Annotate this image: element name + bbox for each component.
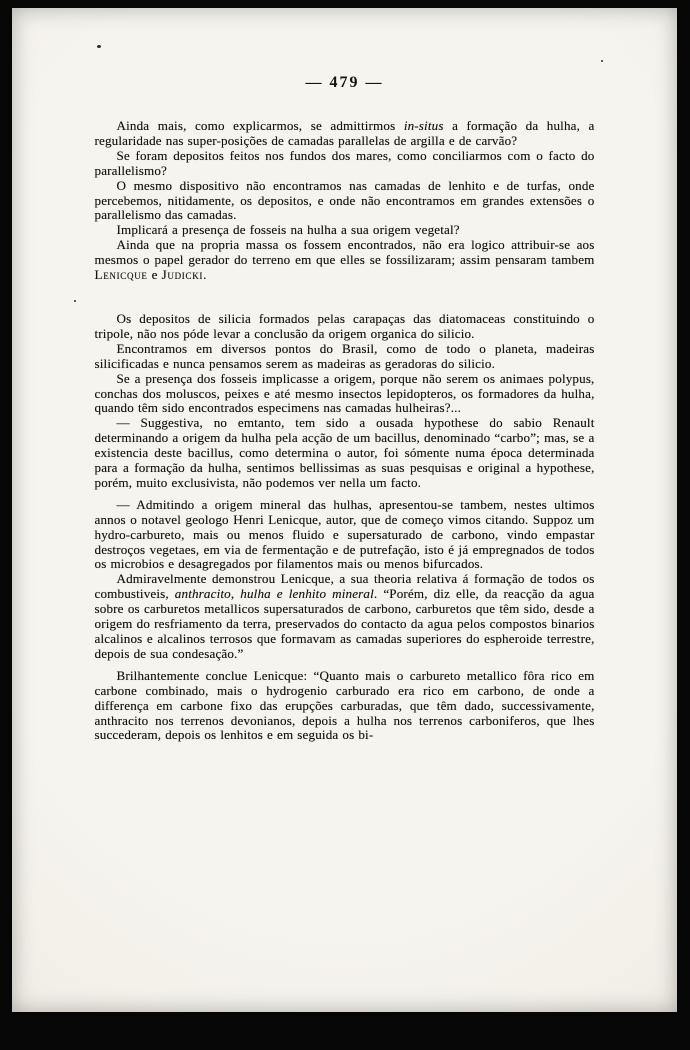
paragraph-segment: e	[147, 267, 162, 283]
text-block	[95, 119, 595, 743]
paragraph-segment: Se a presença dos fosseis implicasse a origem, porque não serem os animaes polypus, conchas dos moluscos, peixes e até mesmo insectos lepidopteros, os formadores da hulha, quando têm sido encontrados especimens nas camadas hulheiras?...	[94, 370, 595, 416]
document-page	[12, 8, 677, 1012]
page-number: — 479 —	[305, 74, 384, 91]
paragraph	[95, 179, 595, 224]
scan-speck	[74, 300, 76, 302]
paragraph	[95, 312, 595, 342]
paragraph-segment: Encontramos em diversos pontos do Brasil, como de todo o planeta, madeiras silicificadas e nunca pensamos serem as madeiras as geradoras do silicio.	[94, 340, 595, 371]
scan-speck	[601, 60, 603, 62]
paragraph-segment: Judicki	[161, 267, 204, 283]
paragraph	[95, 498, 595, 573]
paragraph-segment: . “Porém, diz elle, da reacção da agua sobre os carburetos metallicos supersaturados de carbono, carburetos que têm sido, desde a origem do resfriamento da terra, preservados do contacto da agua pelos compostos binarios alcalinos e alcalinos terrosos que formavam as camadas superiores do espheroide terrestre, depois de sua condesação.”	[94, 586, 595, 661]
scan-speck	[97, 45, 101, 48]
paragraph-segment: Admiravelmente demonstrou Lenicque, a sua theoria relativa á formação de todos os combustiveis,	[94, 571, 595, 602]
paragraph-segment: hulha e lenhito mineral	[240, 586, 374, 602]
paragraph-segment: — Suggestiva, no emtanto, tem sido a ousada hypothese do sabio Renault determinando a origem da hulha pela acção de um bacillus, denominado “carbo”; mas, se a existencia deste bacillus, como determina o autor, foi sómente numa época determinada para a formação da hulha, sentimos bellissimas as suas pesquisas e original a hypothese, porém, muito exclusivista, não podemos ver nella um facto.	[94, 415, 595, 490]
paragraph	[95, 342, 595, 372]
paragraph-segment: Se foram depositos feitos nos fundos dos mares, como conciliarmos com o facto do parallelismo?	[94, 147, 595, 178]
paragraph-segment: .	[203, 267, 207, 283]
paragraph-segment: Lenicque	[94, 267, 148, 283]
paragraph-segment: O mesmo dispositivo não encontramos nas camadas de lenhito e de turfas, onde percebemos, nitidamente, os depositos, e onde não encontramos em grandes extensões o parallelismo das camadas.	[94, 177, 595, 223]
paragraph-segment: Ainda que na propria massa os fossem encontrados, não era logico attribuir-se aos mesmos o papel gerador do terreno em que elles se fossilizaram; assim pensaram tambem	[94, 237, 595, 268]
paragraph	[95, 669, 595, 744]
paragraph-segment: in-situs	[403, 118, 444, 133]
paragraph-segment: — Admitindo a origem mineral das hulhas, apresentou-se tambem, nestes ultimos annos o notavel geologo Henri Lenicque, autor, que de começo vimos citando. Suppoz um hydro-carbureto, mais ou menos fluido e supersaturado de carbono, vindo empastar destroços vegetaes, em via de fermentação e de putrefação, isto é já empregnados de todos os microbios e desagregados por filamentos mais ou menos bifurcados.	[94, 496, 595, 572]
paragraph	[95, 416, 595, 491]
paragraph-segment: Brilhantemente conclue Lenicque: “Quanto mais o carbureto metallico fôra rico em carbone combinado, mais o hydrogenio carburado era rico em carbono, de onde a differença em carbone fixo das erupções carburadas, que têm dado, successivamente, anthracito nos terrenos devonianos, depois a hulha nos terrenos carboniferos, que lhes succederam, depois os lenhitos e em seguida os bi-	[94, 667, 595, 743]
paragraph-segment: a formação da hulha, a regularidade nas super-posições de camadas parallelas de argilla e de carvão?	[94, 118, 595, 148]
paragraph-segment: ,	[230, 586, 241, 602]
paragraph	[95, 238, 595, 283]
paragraph-segment: Os depositos de silicia formados pelas carapaças das diatomaceas constituindo o tripole, não nos póde levar a conclusão da origem organica do silicio.	[94, 310, 595, 341]
paragraph	[95, 119, 595, 149]
paragraph	[95, 223, 595, 238]
paragraph	[95, 372, 595, 417]
paragraph	[95, 572, 595, 661]
paragraph-segment: Ainda mais, como explicarmos, se admittirmos	[116, 118, 404, 133]
paragraph-segment: Implicará a presença de fosseis na hulha a sua origem vegetal?	[116, 222, 460, 238]
paragraph-segment: anthracito	[174, 586, 231, 602]
paragraph	[95, 149, 595, 179]
